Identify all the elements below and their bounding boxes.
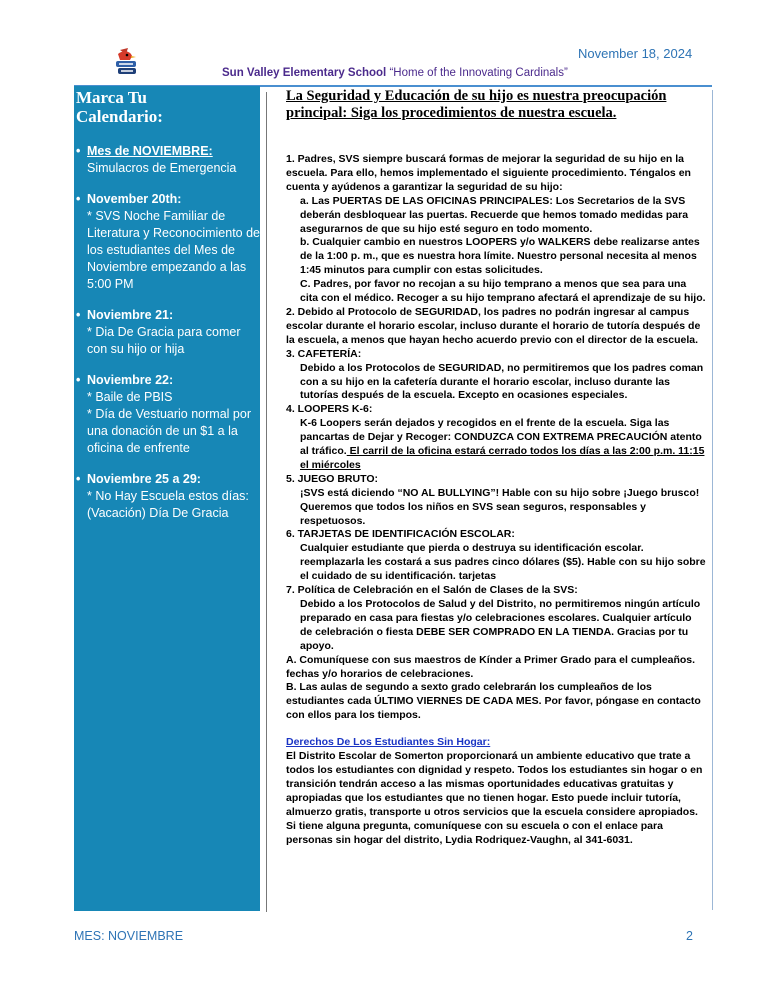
procedure-3-heading: 3. CAFETERÍA: (286, 347, 362, 360)
sidebar-title (76, 88, 163, 126)
event-date: Mes de NOVIEMBRE: (87, 144, 213, 158)
procedure-7b: B. Las aulas de segundo a sexto grado celebrarán los cumpleaños de los estudiantes cada ÚLTIMO VIERNES DE CADA MES. Por favor, póngase en contacto con ellos para los tiempos. (286, 681, 701, 722)
procedure-1c: C. Padres, por favor no recojan a su hijo temprano a menos que sea para una cita con el médico. Recoger a su hijo temprano afectará el aprendizaje de su hijo. (300, 278, 706, 305)
footer-month: MES: NOVIEMBRE (74, 929, 184, 943)
procedure-6-heading: 6. TARJETAS DE IDENTIFICACIÓN ESCOLAR: (286, 528, 515, 541)
sidebar-title-line1: Marca Tu (76, 88, 148, 107)
homeless-rights-text: El Distrito Escolar de Somerton proporcionará un ambiente educativo que trate a todos los estudiantes con dignidad y respeto. Todos los estudiantes sin hogar o en transición tendrán acceso a las mismas oportunidades educativas gratuitas y apropiadas que los estudiantes que no tienen hogar. Esto puede incluir tutoría, almuerzo gratis, transporte u otros servicios que la escuela considere apropiados. Si tiene alguna pregunta, comuníquese con su escuela o con el enlace para personas sin hogar del distrito, Lydia Rodriquez-Vaughn, al 341-6031. (286, 750, 703, 846)
page-number: 2 (686, 929, 693, 943)
main-article (286, 88, 706, 847)
procedure-4-underlined: El carril de la oficina estará cerrado todos los días a las 2:00 p.m. 11:15 el miércoles (300, 445, 705, 471)
procedure-4-text: K-6 Loopers serán dejados y recogidos en el frente de la escuela. Siga las pancartas de Dejar y Recoger: CONDUZCA CON EXTREMA PRECAUCIÓN atento al tráfico. (300, 417, 702, 458)
article-body (286, 153, 706, 847)
sidebar-title-line2: Calendario: (76, 107, 163, 126)
procedure-1a: a. Las PUERTAS DE LAS OFICINAS PRINCIPALES: Los Secretarios de la SVS deberán desbloquear las puertas. Recuerde que hemos tomado medidas para asegurarnos de que su hijo esté seguro en todo momento. (300, 194, 689, 235)
procedure-5-heading: 5. JUEGO BRUTO: (286, 472, 378, 485)
event-detail: * Dia De Gracia para comer con su hijo or hija (87, 325, 241, 356)
calendar-sidebar (74, 86, 260, 911)
calendar-event (74, 471, 260, 522)
newsletter-date: November 18, 2024 (578, 46, 693, 61)
column-divider (266, 92, 267, 912)
calendar-event (74, 307, 260, 358)
spacer (286, 723, 706, 736)
procedure-3: Debido a los Protocolos de SEGURIDAD, no permitiremos que los padres coman con a su hijo en la cafetería durante el horario escolar, incluso durante las tutorías después de la escuela. Excepto en ocasiones especiales. (300, 361, 704, 402)
school-motto: “Home of the Innovating Cardinals” (389, 67, 568, 79)
event-detail: * Día de Vestuario normal por una donación de un $1 a la oficina de enfrente (87, 407, 251, 455)
event-date: Noviembre 21: (87, 308, 174, 322)
school-name: Sun Valley Elementary School (222, 67, 387, 79)
procedure-2: 2. Debido al Protocolo de SEGURIDAD, los padres no podrán ingresar al campus escolar durante el horario escolar, incluso durante el horario de tutoría después de la escuela, a menos que hayan hecho acuerdo previo con el director de la escuela. (286, 305, 701, 346)
calendar-event (74, 191, 260, 293)
event-date: November 20th: (87, 192, 182, 206)
procedure-5: ¡SVS está diciendo “NO AL BULLYING”! Hable con su hijo sobre ¡Juego brusco! Queremos que todos los niños en SVS sean seguros, responsables y respetuosos. (300, 486, 700, 527)
event-date: Noviembre 22: (87, 373, 174, 387)
event-detail: * Baile de PBIS (87, 390, 173, 404)
calendar-event (74, 143, 260, 177)
school-header (222, 67, 568, 79)
procedure-6: Cualquier estudiante que pierda o destruya su identificación escolar. reemplazarla les costará a sus padres cinco dólares ($5). Hable con su hijo sobre el cuidado de su identificación. tarjetas (300, 542, 706, 583)
homeless-rights-link[interactable]: Derechos De Los Estudiantes Sin Hogar: (286, 736, 491, 749)
right-margin-line (712, 90, 713, 910)
procedure-7-heading: 7. Política de Celebración en el Salón de Clases de la SVS: (286, 584, 578, 597)
event-detail: Simulacros de Emergencia (87, 161, 237, 175)
procedure-1b: b. Cualquier cambio en nuestros LOOPERS y/o WALKERS debe realizarse antes de la 1:00 p. m., que es nuestra hora límite. Nuestro personal necesita al menos 1:45 minutos para cumplir con estas solicitudes. (300, 236, 700, 277)
cardinal-mascot-icon (110, 46, 142, 78)
procedure-4-heading: 4. LOOPERS K-6: (286, 403, 373, 416)
calendar-event-list (74, 143, 260, 536)
procedure-7a: A. Comuníquese con sus maestros de Kínder a Primer Grado para el cumpleaños. fechas y/o horarios de celebraciones. (286, 653, 696, 680)
event-detail: * No Hay Escuela estos días: (Vacación) Día De Gracia (87, 489, 249, 520)
procedure-4 (286, 417, 706, 473)
calendar-event (74, 372, 260, 457)
procedure-7: Debido a los Protocolos de Salud y del Distrito, no permitiremos ningún artículo preparado en casa para fiestas y/o celebraciones escolares. Cualquier artículo de celebración o fiesta DEBE SER COMPRADO EN LA TIENDA. Gracias por tu apoyo. (300, 598, 701, 652)
article-title: La Seguridad y Educación de su hijo es nuestra preocupación principal: Siga los procedimientos de nuestra escuela. (286, 88, 667, 121)
event-detail: * SVS Noche Familiar de Literatura y Reconocimiento de los estudiantes del Mes de Noviembre empezando a las 5:00 PM (87, 209, 261, 291)
event-date: Noviembre 25 a 29: (87, 472, 201, 486)
procedure-1: 1. Padres, SVS siempre buscará formas de mejorar la seguridad de su hijo en la escuela. Para ello, hemos implementado el siguiente procedimiento. Téngalos en cuenta y ayúdenos a garantizar la seguridad de su hijo: (286, 153, 691, 193)
